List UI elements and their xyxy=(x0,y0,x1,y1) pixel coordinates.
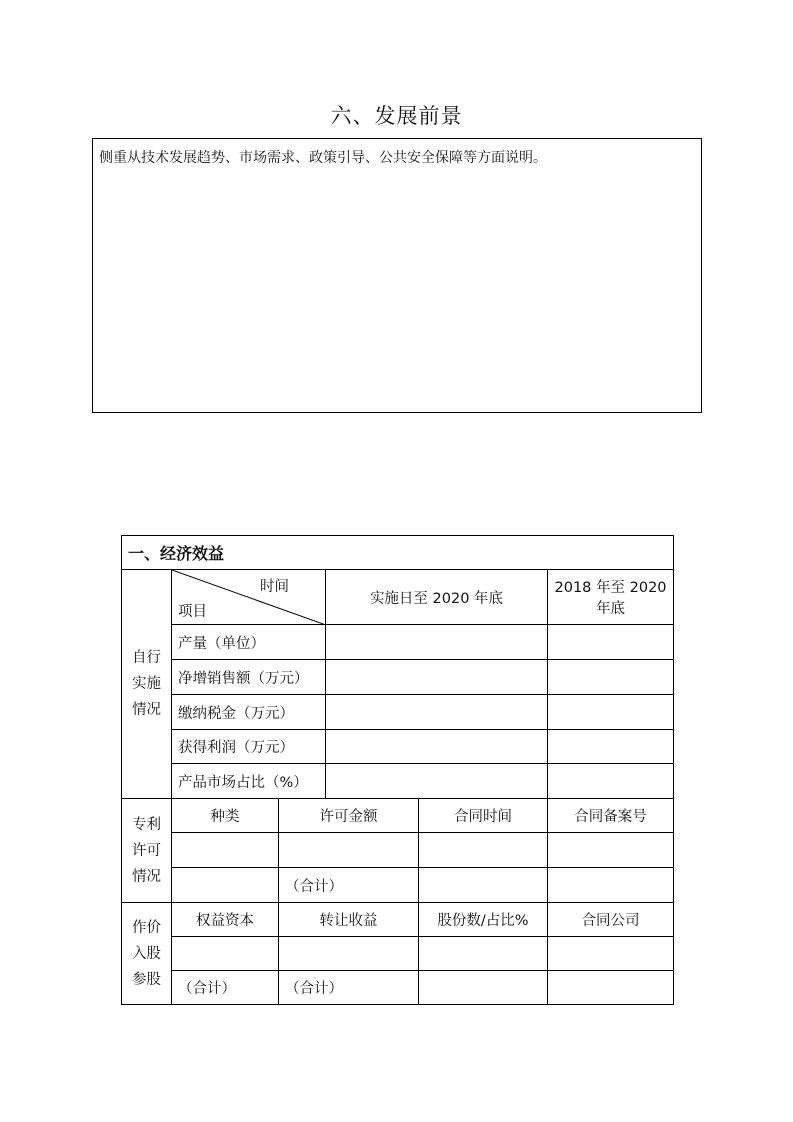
input-cell[interactable] xyxy=(172,833,279,868)
input-cell[interactable] xyxy=(419,971,548,1005)
self-implementation-label: 自行 实施 情况 xyxy=(122,570,172,799)
license-header-record-no: 合同备案号 xyxy=(548,799,674,833)
input-cell[interactable] xyxy=(548,937,674,971)
prospect-instruction: 侧重从技术发展趋势、市场需求、政策引导、公共安全保障等方面说明。 xyxy=(99,150,547,166)
input-cell[interactable] xyxy=(548,833,674,868)
equity-header-company: 合同公司 xyxy=(548,903,674,937)
input-cell[interactable] xyxy=(548,660,674,695)
input-cell[interactable] xyxy=(326,660,548,695)
diag-item-label: 项目 xyxy=(178,604,207,620)
equity-total-label-2: （合计） xyxy=(279,971,419,1005)
input-cell[interactable] xyxy=(279,937,419,971)
row-label-net-sales: 净增销售额（万元） xyxy=(172,660,326,695)
row-label-market-share: 产品市场占比（%） xyxy=(172,764,326,799)
input-cell[interactable] xyxy=(548,868,674,903)
equity-header-capital: 权益资本 xyxy=(172,903,279,937)
input-cell[interactable] xyxy=(548,730,674,764)
input-cell[interactable] xyxy=(326,625,548,660)
input-cell[interactable] xyxy=(326,695,548,730)
input-cell[interactable] xyxy=(326,730,548,764)
input-cell[interactable] xyxy=(326,764,548,799)
equity-header-transfer-income: 转让收益 xyxy=(279,903,419,937)
equity-header-shares: 股份数/占比% xyxy=(419,903,548,937)
prospect-box[interactable] xyxy=(92,138,702,413)
table-section-title: 一、经济效益 xyxy=(122,536,674,570)
patent-license-label: 专利 许可 情况 xyxy=(122,799,172,903)
license-header-type: 种类 xyxy=(172,799,279,833)
equity-total-label-1: （合计） xyxy=(172,971,279,1005)
input-cell[interactable] xyxy=(548,625,674,660)
input-cell[interactable] xyxy=(419,937,548,971)
input-cell[interactable] xyxy=(548,971,674,1005)
input-cell[interactable] xyxy=(548,764,674,799)
col-header-period1: 实施日至 2020 年底 xyxy=(326,570,548,625)
license-header-amount: 许可金额 xyxy=(279,799,419,833)
equity-investment-label: 作价 入股 参股 xyxy=(122,903,172,1005)
diag-time-label: 时间 xyxy=(260,579,289,595)
section-heading: 六、发展前景 xyxy=(330,104,463,128)
col-header-period2: 2018 年至 2020 年底 xyxy=(548,570,674,625)
input-cell[interactable] xyxy=(419,868,548,903)
input-cell[interactable] xyxy=(172,937,279,971)
input-cell[interactable] xyxy=(172,868,279,903)
license-header-contract-time: 合同时间 xyxy=(419,799,548,833)
economic-benefit-table xyxy=(121,535,674,1005)
input-cell[interactable] xyxy=(279,833,419,868)
input-cell[interactable] xyxy=(548,695,674,730)
row-label-tax: 缴纳税金（万元） xyxy=(172,695,326,730)
input-cell[interactable] xyxy=(419,833,548,868)
diagonal-header-cell xyxy=(172,570,326,625)
row-label-profit: 获得利润（万元） xyxy=(172,730,326,764)
row-label-output: 产量（单位） xyxy=(172,625,326,660)
license-total-label: （合计） xyxy=(279,868,419,903)
